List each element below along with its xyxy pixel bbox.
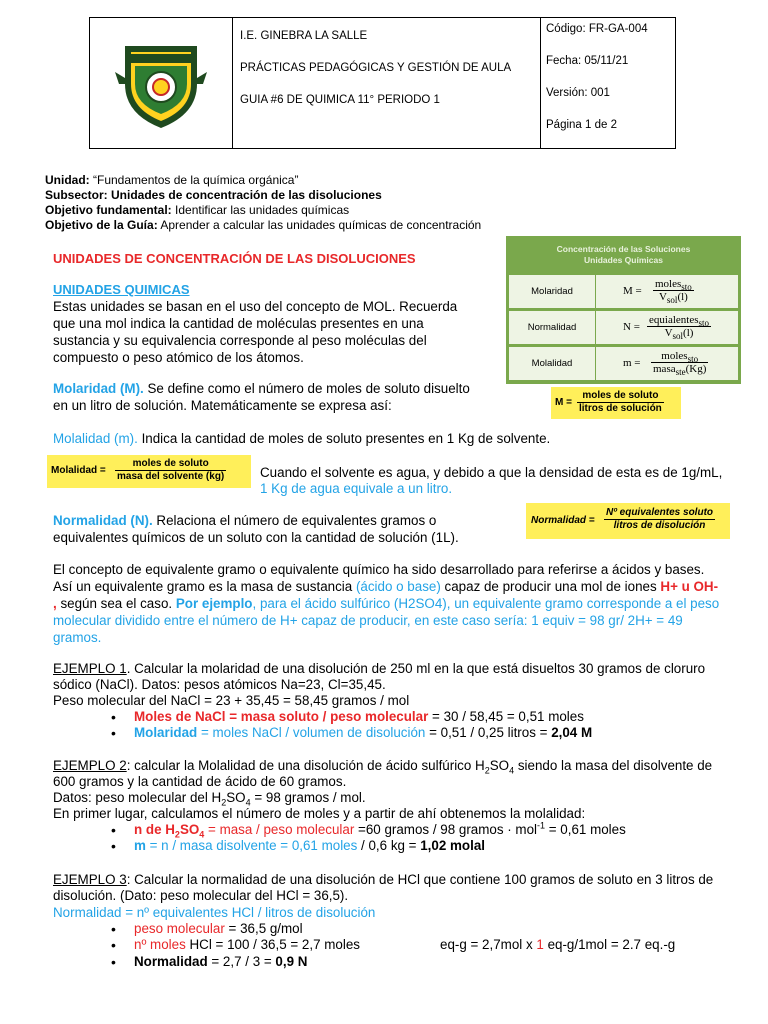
ej3-text: : Calcular la normalidad de una disolución de HCl que contiene 100 gramos de soluto en 3 litros de (126, 872, 714, 887)
molaridad-line-1 (53, 381, 470, 397)
intro-line-4: compuesto o peso atómico de los átomos. (53, 350, 304, 365)
formula-fraction (604, 507, 715, 532)
ej3-equiv-calc (440, 937, 675, 952)
concentration-table (506, 236, 741, 384)
bullet-term: nº moles (134, 937, 186, 952)
ej3-line-3: Normalidad = nº equivalentes HCl / litros de disolución (53, 905, 376, 920)
ej2-text: Datos: peso molecular del H (53, 790, 222, 805)
bullet-text: = 0,61 moles (545, 822, 626, 837)
guia-value: Aprender a calcular las unidades químicas de concentración (157, 218, 482, 232)
molalidad-note-2: 1 Kg de agua equivale a un litro. (260, 481, 453, 496)
molalidad-term: Molalidad (m). (53, 431, 138, 446)
molalidad-note-1: Cuando el solvente es agua, y debido a que la densidad de esta es de 1g/mL, (260, 465, 723, 480)
molalidad-line-1 (53, 431, 550, 447)
ej2-text: siendo la masa del disolvente de (514, 758, 713, 773)
bullet-text: = 0,51 / 0,25 litros = (425, 725, 552, 740)
intro-line-2: que una mol indica la cantidad de moléculas presentes en una (53, 316, 424, 331)
ej3-bullet-3 (134, 954, 307, 969)
guide-title: GUIA #6 DE QUIMICA 11° PERIODO 1 (240, 94, 440, 106)
ej3-bullet-2 (134, 937, 360, 952)
intro-line-1: Estas unidades se basan en el uso del concepto de MOL. Recuerda (53, 299, 458, 314)
bullet-text: / 0,6 kg = (357, 838, 421, 853)
table-row-normalidad (509, 311, 738, 344)
fraction-denominator: litros de disolución (613, 520, 706, 531)
formula-lhs: m = (623, 357, 641, 369)
fraction-denominator: litros de solución (579, 403, 662, 414)
formula-lhs: N = (623, 321, 640, 333)
fraction-denominator: V (664, 327, 673, 339)
fraction-denominator: masa del solvente (kg) (117, 471, 225, 482)
header-meta-cell (541, 18, 676, 149)
program-name: PRÁCTICAS PEDAGÓGICAS Y GESTIÓN DE AULA (240, 62, 512, 74)
ej2-label: EJEMPLO 2 (53, 758, 127, 773)
fraction-sub: sto (687, 354, 699, 365)
header-title-cell (233, 18, 541, 149)
fraction-sub: sol (666, 295, 678, 306)
fraction-sub: sto (681, 282, 692, 293)
normalidad-text-1: Relaciona el número de equivalentes gramos o (152, 513, 437, 528)
page-title: UNIDADES DE CONCENTRACIÓN DE LAS DISOLUCIONES (53, 251, 416, 266)
fraction-sub: sol (672, 331, 684, 342)
section-heading: UNIDADES QUIMICAS (53, 282, 190, 297)
document-header (89, 17, 676, 149)
equiv-line-4: molecular dividido entre el número de H+ capaz de producir, en este caso sería: 1 equiv = 98 gr/ 2H+ = 49 (53, 613, 683, 628)
ej3-line-2: disolución. (Dato: peso molecular del HCl = 36,5). (53, 888, 349, 903)
ej2-line-1 (53, 758, 712, 774)
ej2-line-2: 600 gramos y la cantidad de ácido de 60 gramos. (53, 774, 347, 789)
guia-label: Objetivo de la Guía: (45, 218, 158, 232)
normalidad-table-formula (599, 311, 738, 344)
unidad-value: “Fundamentos de la química orgánica” (89, 173, 299, 187)
ej1-bullet-2 (134, 725, 592, 740)
normalidad-formula (526, 503, 730, 539)
formula-fraction (577, 390, 664, 415)
table-row-label: Molalidad (509, 347, 596, 380)
molalidad-formula (47, 455, 251, 488)
objetivo-line (45, 203, 349, 217)
fraction-numerator: equialentes (649, 314, 699, 326)
formula-fraction (647, 314, 711, 342)
ej3-label: EJEMPLO 3 (53, 872, 127, 887)
objetivo-value: Identificar las unidades químicas (171, 203, 350, 217)
calc-text: eq-g/1mol = 2.7 eq.-g (543, 937, 676, 952)
equiv-text: Así un equivalente gramo es la masa de sustancia (53, 579, 356, 594)
bullet-formula: = moles NaCl / volumen de disolución (197, 725, 426, 740)
superscript: -1 (537, 820, 546, 831)
equiv-acid-base: (ácido o base) (355, 579, 441, 594)
school-shield-icon (111, 32, 211, 132)
fraction-tail: (l) (677, 291, 688, 303)
bullet-text: = 30 / 58,45 = 0,51 moles (428, 709, 584, 724)
formula-fraction (115, 458, 226, 483)
equiv-line-2 (53, 579, 718, 595)
ej1-line-2: sódico (NaCl). Datos: pesos atómicos Na=23, Cl=35,45. (53, 677, 386, 692)
table-title-1: Concentración de las Soluciones (556, 244, 691, 254)
molalidad-text-1: Indica la cantidad de moles de soluto presentes en 1 Kg de solvente. (137, 431, 551, 446)
ej1-line-1 (53, 661, 705, 677)
bullet-text: = 2,7 / 3 = (207, 954, 276, 969)
bullet-term: n de H (134, 822, 175, 837)
fraction-numerator: moles (661, 350, 688, 362)
equiv-line-1: El concepto de equivalente gramo o equivalente químico ha sido desarrollado para referirse a ácidos y bases. (53, 562, 705, 577)
ej1-bullet-1 (134, 709, 584, 724)
ej1-line-3: Peso molecular del NaCl = 23 + 35,45 = 58,45 gramos / mol (53, 693, 410, 708)
bullet-text: =60 gramos / 98 gramos · mol (354, 822, 538, 837)
table-row-label: Molaridad (509, 275, 596, 308)
fraction-numerator: moles de soluto (577, 390, 664, 403)
fraction-numerator: moles de soluto (115, 458, 226, 471)
table-row-molalidad (509, 347, 738, 380)
molaridad-line-2: en un litro de solución. Matemáticamente se expresa así: (53, 398, 392, 413)
unidad-label: Unidad: (45, 173, 90, 187)
school-logo-cell (90, 18, 233, 149)
ej2-line-3 (53, 790, 366, 806)
fraction-tail: (l) (683, 327, 694, 339)
ej1-label: EJEMPLO 1 (53, 661, 127, 676)
equiv-text: capaz de producir una mol de iones (440, 579, 661, 594)
ej2-bullet-2 (134, 838, 485, 853)
molaridad-term: Molaridad (M). (53, 381, 144, 396)
bullet-formula: = n / masa disolvente = 0,61 moles (145, 838, 358, 853)
calc-text: eq-g = 2,7mol x (440, 937, 537, 952)
bullet-term: peso molecular (134, 921, 225, 936)
table-title-2: Unidades Químicas (584, 255, 663, 265)
subscript: 2 (484, 765, 490, 776)
subscript: 4 (199, 829, 205, 840)
unidad-line (45, 173, 298, 187)
normalidad-line-2: equivalentes químicos de un soluto con la cantidad de solución (1L). (53, 530, 459, 545)
doc-code: Código: FR-GA-004 (546, 23, 648, 35)
ej2-line-4: En primer lugar, calculamos el número de moles y a partir de ahí obtenemos la molalidad: (53, 806, 586, 821)
fraction-numerator: Nº equivalentes soluto (606, 507, 714, 518)
calc-highlight: 1 (536, 937, 544, 952)
equiv-line-3 (53, 596, 719, 612)
equiv-example-text: , para el ácido sulfúrico (H2SO4), un equivalente gramo corresponde a el peso (252, 596, 720, 611)
formula-fraction (651, 350, 708, 378)
subscript: 4 (509, 765, 515, 776)
molaridad-formula (551, 387, 681, 419)
bullet-result: 2,04 M (551, 725, 593, 740)
formula-lhs: M = (555, 397, 572, 408)
equiv-ions: H+ u OH- (660, 579, 719, 594)
normalidad-line-1 (53, 513, 436, 529)
bullet-formula: = masa / peso molecular (204, 822, 355, 837)
ej2-text: SO (226, 790, 246, 805)
objetivo-label: Objetivo fundamental: (45, 203, 172, 217)
fraction-sub: ste (675, 367, 686, 378)
subscript: 2 (221, 797, 227, 808)
equiv-comma: , (53, 596, 57, 611)
subscript: 2 (174, 829, 180, 840)
bullet-result: 0,9 N (275, 954, 308, 969)
bullet-term: Normalidad (134, 954, 208, 969)
table-row-molaridad (509, 275, 738, 308)
molaridad-text-1: Se define como el número de moles de soluto disuelto (143, 381, 470, 396)
subsector-line: Subsector: Unidades de concentración de las disoluciones (45, 188, 382, 202)
fraction-denominator: V (658, 291, 667, 303)
ej2-text: = 98 gramos / mol. (250, 790, 366, 805)
fraction-tail: (Kg) (685, 363, 707, 375)
normalidad-term: Normalidad (N). (53, 513, 153, 528)
doc-version: Versión: 001 (546, 87, 610, 99)
bullet-term: SO (179, 822, 200, 837)
table-title (506, 236, 741, 276)
fraction-sub: sto (698, 318, 709, 329)
fraction-denominator: masa (653, 363, 676, 375)
bullet-term: m (134, 838, 146, 853)
bullet-text: = 36,5 g/mol (224, 921, 303, 936)
subscript: 4 (245, 797, 251, 808)
ej3-line-1 (53, 872, 713, 888)
bullet-term: Molaridad (134, 725, 198, 740)
formula-lhs: Molalidad = (51, 465, 106, 476)
bullet-term: Moles de NaCl = masa soluto / peso molecular (134, 709, 429, 724)
molalidad-table-formula (599, 347, 738, 380)
doc-date: Fecha: 05/11/21 (546, 55, 629, 67)
formula-fraction (653, 278, 694, 306)
equiv-example-label: Por ejemplo (175, 596, 253, 611)
ej2-bullet-1 (134, 820, 626, 840)
equiv-text: según sea el caso. (56, 596, 176, 611)
molaridad-table-formula (599, 275, 738, 308)
guia-objective-line (45, 218, 481, 232)
ej1-text: . Calcular la molaridad de una disolución de 250 ml en la que está disueltos 30 gramos de cloruro (126, 661, 706, 676)
bullet-text: HCl = 100 / 36,5 = 2,7 moles (185, 937, 360, 952)
table-row-label: Normalidad (509, 311, 596, 344)
formula-lhs: Normalidad = (531, 515, 595, 526)
formula-lhs: M = (623, 285, 642, 297)
intro-line-3: sustancia y su equivalencia corresponde al peso moléculas del (53, 333, 427, 348)
ej2-text: : calcular la Molalidad de una disolución de ácido sulfúrico H (126, 758, 485, 773)
equiv-line-5: gramos. (53, 630, 102, 645)
fraction-numerator: moles (655, 278, 682, 290)
bullet-result: 1,02 molal (420, 838, 485, 853)
ej2-text: SO (489, 758, 510, 773)
doc-page: Página 1 de 2 (546, 119, 617, 131)
ej3-bullet-1 (134, 921, 303, 936)
school-name: I.E. GINEBRA LA SALLE (240, 30, 368, 42)
